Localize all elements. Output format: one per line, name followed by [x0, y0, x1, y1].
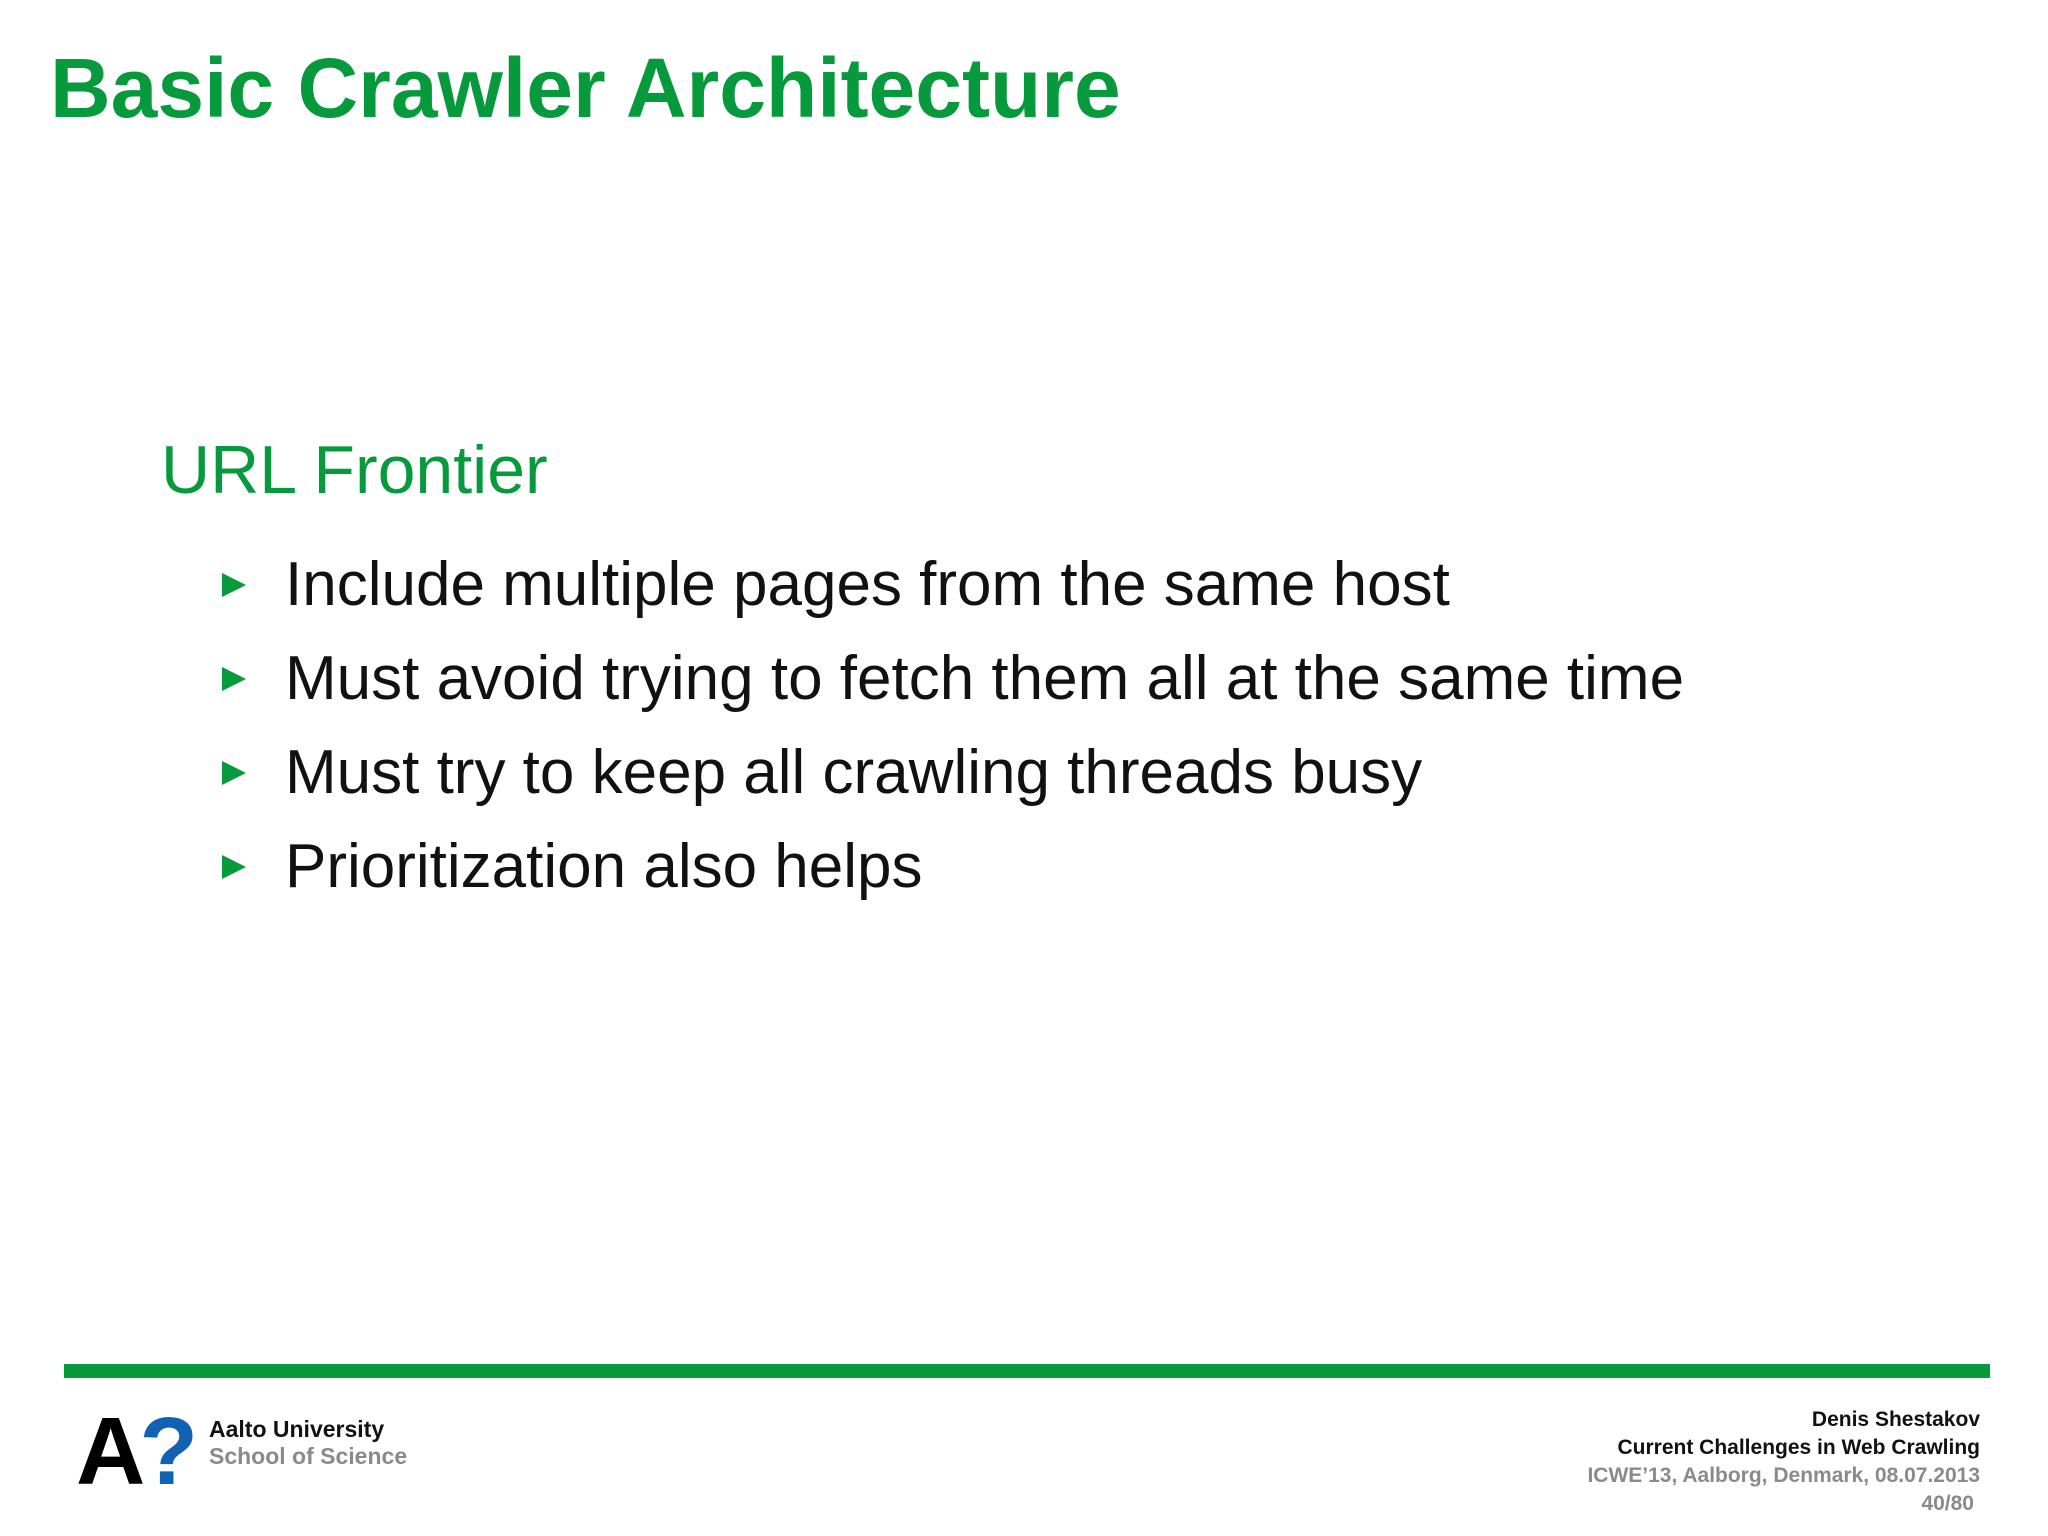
- bullet-text: Prioritization also helps: [285, 832, 923, 901]
- bullet-text: Must try to keep all crawling threads busy: [285, 738, 1423, 807]
- footer-author: Denis Shestakov: [1811, 1408, 1980, 1431]
- logo-letter: A: [76, 1398, 140, 1505]
- footer-venue: ICWE’13, Aalborg, Denmark, 08.07.2013: [1587, 1464, 1980, 1487]
- institution-name: Aalto University: [209, 1416, 385, 1442]
- list-item: [222, 820, 1684, 914]
- institution-school: School of Science: [209, 1443, 408, 1469]
- list-item: [222, 538, 1684, 632]
- triangle-right-icon: [222, 761, 246, 785]
- footer-talk-title: Current Challenges in Web Crawling: [1617, 1436, 1980, 1459]
- footer-divider: [64, 1364, 1990, 1378]
- triangle-right-icon: [222, 855, 246, 879]
- logo-question-mark: ?: [139, 1398, 192, 1505]
- bullet-list: [222, 538, 1684, 914]
- page-number: 40/80: [1921, 1492, 1974, 1515]
- bullet-text: Include multiple pages from the same host: [285, 550, 1450, 619]
- institution-block: [209, 1416, 407, 1470]
- footer-info: [1587, 1406, 1980, 1518]
- list-item: [222, 726, 1684, 820]
- list-item: [222, 632, 1684, 726]
- section-heading: URL Frontier: [161, 432, 548, 508]
- triangle-right-icon: [222, 573, 246, 597]
- triangle-right-icon: [222, 667, 246, 691]
- slide-title: Basic Crawler Architecture: [50, 41, 1121, 135]
- bullet-text: Must avoid trying to fetch them all at the same time: [285, 644, 1685, 713]
- aalto-logo-icon: [76, 1398, 192, 1505]
